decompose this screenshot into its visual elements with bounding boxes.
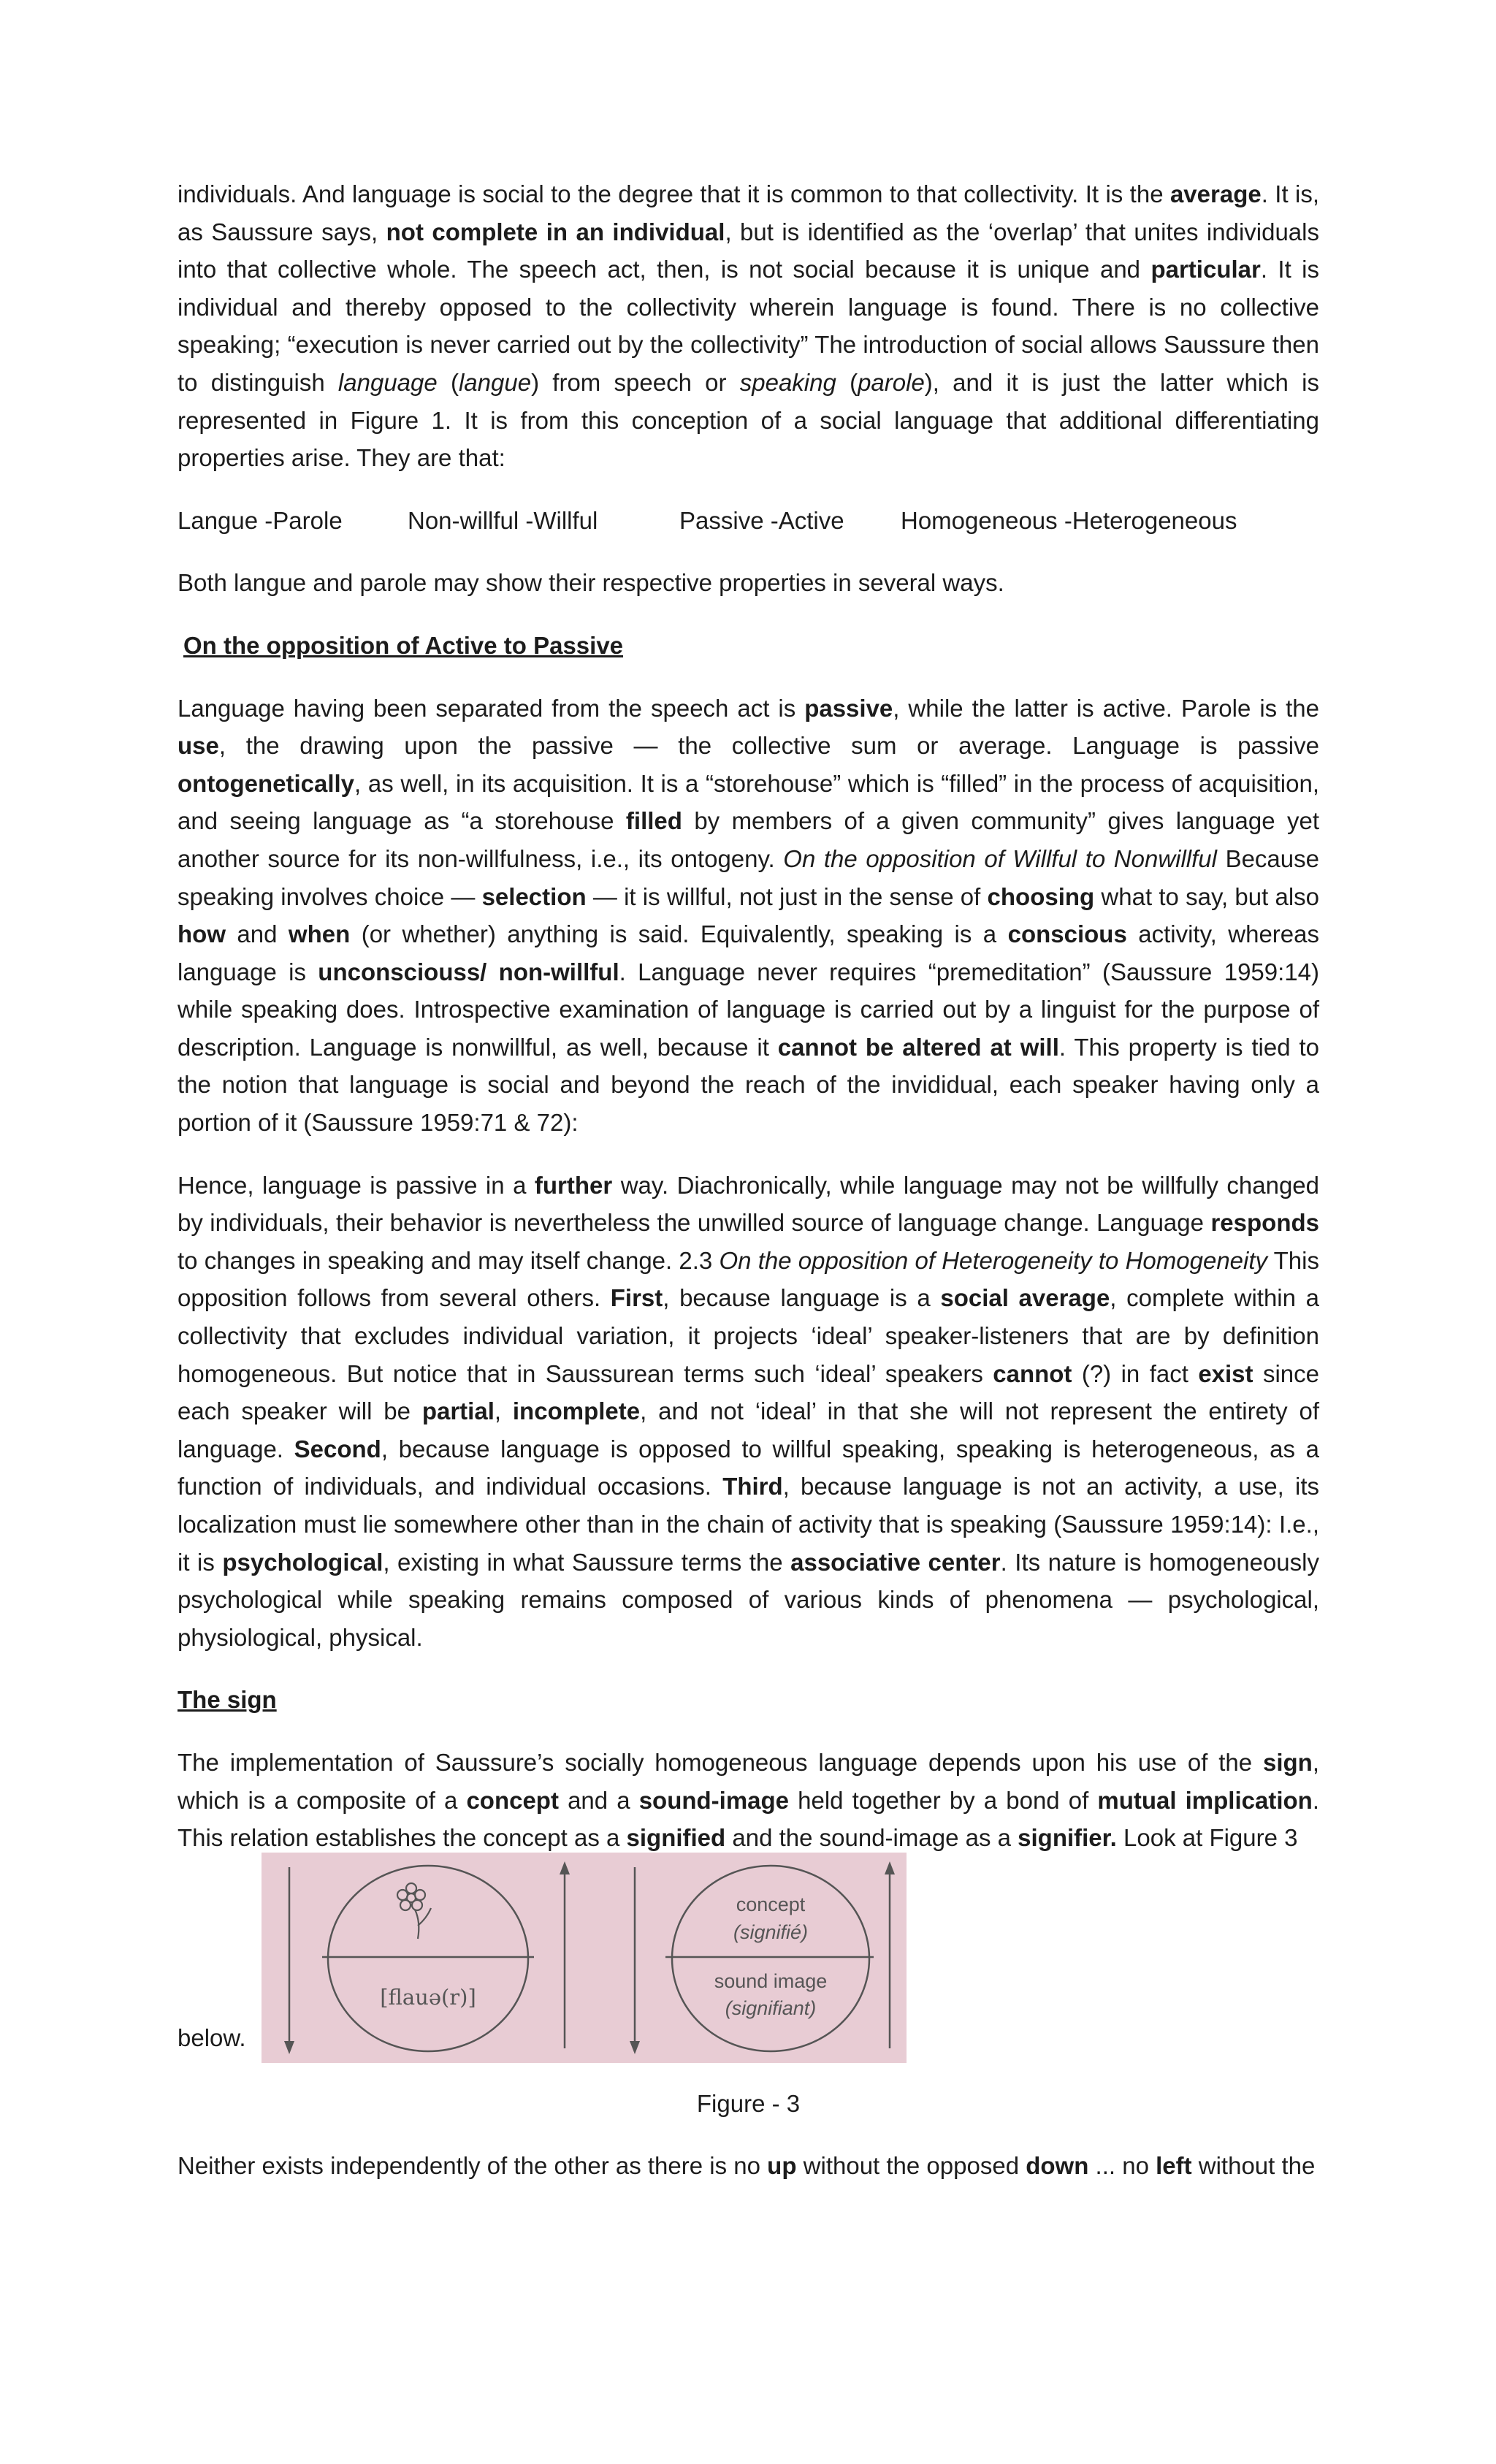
text-run: , because language is not an activity, a use, its localization must lie somewhere other than in the chain of activity that is speaking (Saussure 1959:14): I.e., it is — [178, 1473, 1320, 1576]
bold-term: partial — [421, 1397, 495, 1425]
bold-term: psychological — [222, 1548, 383, 1576]
bold-term: cannot — [993, 1359, 1072, 1387]
text-run: — it is willful, not just in the sense of — [586, 882, 988, 910]
text-run: Neither exists independently of the other as there is no — [178, 2152, 768, 2180]
bold-term: Second — [294, 1435, 381, 1462]
bold-term: not complete in an individual — [386, 218, 725, 245]
text-run: ) from speech or — [531, 368, 740, 396]
text-run: , complete within a collectivity that excludes individual variation, it projects ‘ideal’ speaker-listeners that are by definition homogeneous. But notice that in Saussurean terms such ‘ideal’ speakers — [178, 1284, 1319, 1387]
italic-term: langue — [458, 368, 532, 396]
text-run: , which is a composite of a — [178, 1748, 1319, 1814]
italic-term: On the opposition of Willful to Nonwillful — [783, 844, 1217, 872]
bold-term: ontogenetically — [178, 769, 355, 797]
italic-term: speaking — [739, 368, 836, 396]
document-page — [178, 175, 1319, 2210]
bold-term: how — [178, 920, 226, 948]
italic-term: parole — [858, 368, 925, 396]
text-run: and the sound-image as a — [725, 1824, 1018, 1852]
below-text: below. — [178, 2024, 246, 2052]
bold-term: incomplete — [512, 1397, 641, 1425]
text-run: . This relation establishes the concept as a — [178, 1786, 1319, 1852]
bold-term: passive — [804, 694, 893, 722]
text-run: without the opposed — [796, 2152, 1026, 2180]
property-pair: Non-willful -Willful — [408, 506, 598, 534]
sign-diagram-figure — [262, 1853, 907, 2063]
concept-label: concept — [736, 1893, 806, 1915]
text-run: . Its nature is homogeneously psychological while speaking remains composed of various kinds of phenomena — psychological, physiological, physical. — [178, 1548, 1319, 1651]
bold-term: social average — [940, 1284, 1110, 1312]
text-run: ( — [437, 368, 459, 396]
text-run: . It is individual and thereby opposed to the collectivity wherein language is found. There is no collective speaking; “execution is never carried out by the collectivity” The introduction of social allows Saussure then to distinguish — [178, 256, 1319, 396]
text-run: and a — [558, 1786, 639, 1814]
text-run: . This property is tied to the notion that language is social and beyond the reach of the invididual, each speaker having only a portion of it (Saussure 1959:71 & 72): — [178, 1033, 1320, 1137]
text-run: ), and it is just the latter which is represented in Figure 1. It is from this conception of a social language that additional differentiating properties arise. They are that: — [178, 368, 1319, 472]
signifie-label: (signifié) — [733, 1921, 809, 1943]
property-pairs-row — [178, 502, 1319, 540]
text-run: what to say, but also — [1094, 882, 1319, 910]
figure-line — [178, 1853, 1319, 2064]
text-run: , and not ‘ideal’ in that she will not represent the entirety of language. — [178, 1397, 1320, 1462]
property-pair: Passive -Active — [679, 506, 844, 534]
text-run: since each speaker will be — [178, 1359, 1319, 1425]
bold-term: Third — [722, 1473, 783, 1500]
paragraph-social-language — [178, 175, 1319, 477]
text-run: activity, whereas language is — [178, 920, 1319, 985]
text-run: , because language is a — [663, 1284, 941, 1312]
text-run: , but is identified as the ‘overlap’ that unites individuals into that collective whole. The speech act, then, is not social because it is unique and — [178, 218, 1319, 283]
bold-term: mutual implication — [1097, 1786, 1313, 1814]
paragraph-homogeneity — [178, 1167, 1319, 1657]
bold-term: filled — [625, 807, 682, 835]
text-run: held together by a bond of — [789, 1786, 1098, 1814]
bold-term: further — [534, 1171, 613, 1199]
bold-term: sound-image — [638, 1786, 790, 1814]
text-run: Look at Figure 3 — [1116, 1824, 1298, 1852]
paragraph-neither-exists — [178, 2147, 1319, 2185]
bold-term: down — [1026, 2152, 1089, 2180]
text-run: (or whether) anything is said. Equivalently, speaking is a — [350, 920, 1008, 948]
bold-term: left — [1156, 2152, 1192, 2180]
figure-caption: Figure - 3 — [696, 2089, 801, 2117]
text-run: . It is, as Saussure says, — [178, 180, 1320, 245]
bold-term: sign — [1262, 1748, 1313, 1776]
property-pair: Langue -Parole — [178, 506, 343, 534]
bold-term: exist — [1198, 1359, 1253, 1387]
text-run: ... no — [1088, 2152, 1156, 2180]
text-run: , because language is opposed to willful speaking, speaking is heterogeneous, as a function of individuals, and individual occasions. — [178, 1435, 1319, 1500]
text-run: and — [225, 920, 289, 948]
paragraph-sign — [178, 1744, 1319, 1857]
text-run: Because speaking involves choice — — [178, 844, 1319, 910]
bold-term: responds — [1210, 1209, 1319, 1237]
bold-term: choosing — [987, 882, 1095, 910]
text-run: ( — [836, 368, 858, 396]
bold-term: signifier. — [1018, 1824, 1117, 1852]
text-run: Language having been separated from the speech act is — [178, 694, 805, 722]
paragraph-both-langue-parole: Both langue and parole may show their respective properties in several ways. — [178, 569, 1004, 597]
text-run: Hence, language is passive in a — [178, 1171, 535, 1199]
signifiant-label: (signifiant) — [725, 1996, 817, 2019]
text-run: , the drawing upon the passive — the collective sum or average. Language is passive — [218, 732, 1319, 760]
bold-term: average — [1169, 180, 1262, 207]
sound-image-label: sound image — [714, 1969, 828, 1992]
text-run: , while the latter is active. Parole is the — [893, 694, 1319, 722]
bold-term: particular — [1150, 256, 1261, 283]
text-run: , existing in what Saussure terms the — [383, 1548, 791, 1576]
text-run: The implementation of Saussure’s socially homogeneous language depends upon his use of the — [178, 1748, 1263, 1776]
bold-term: First — [610, 1284, 663, 1312]
bold-term: associative center — [790, 1548, 1001, 1576]
bold-term: cannot be altered at will — [777, 1033, 1059, 1061]
text-run: (?) in fact — [1072, 1359, 1199, 1387]
text-run: . Language never requires “premeditation” (Saussure 1959:14) while speaking does. Introspective examination of language is carried out by a linguist for the purpose of description. Language is nonwillful, as well, because it — [178, 958, 1319, 1061]
text-run: , as well, in its acquisition. It is a “storehouse” which is “filled” in the process of acquisition, and seeing language as “a storehouse — [178, 769, 1319, 835]
bold-term: selection — [481, 882, 587, 910]
italic-term: language — [337, 368, 438, 396]
bold-term: up — [767, 2152, 797, 2180]
section-heading-sign: The sign — [178, 1686, 277, 1714]
bold-term: concept — [466, 1786, 559, 1814]
text-run: to changes in speaking and may itself change. 2.3 — [178, 1246, 720, 1274]
section-heading-active-passive: On the opposition of Active to Passive — [183, 631, 624, 659]
phonetic-label: [flauə(r)] — [380, 1984, 476, 2010]
bold-term: unconsciouss/ non-willful — [318, 958, 619, 985]
text-run: way. Diachronically, while language may not be willfully changed by individuals, their behavior is nevertheless the unwilled source of language change. Language — [178, 1171, 1320, 1237]
bold-term: when — [288, 920, 351, 948]
text-run: individuals. And language is social to the degree that it is common to that collectivity. It is the — [178, 180, 1170, 207]
bold-term: signified — [626, 1824, 726, 1852]
bold-term: use — [178, 732, 219, 760]
text-run: without the — [1191, 2152, 1316, 2180]
italic-term: On the opposition of Heterogeneity to Homogeneity — [719, 1246, 1268, 1274]
text-run: by members of a given community” gives language yet another source for its non-willfulness, i.e., its ontogeny. — [178, 807, 1319, 872]
bold-term: conscious — [1007, 920, 1127, 948]
text-run: This opposition follows from several others. — [178, 1246, 1319, 1312]
text-run: , — [494, 1397, 513, 1425]
property-pair: Homogeneous -Heterogeneous — [901, 506, 1237, 534]
paragraph-active-passive — [178, 690, 1319, 1142]
